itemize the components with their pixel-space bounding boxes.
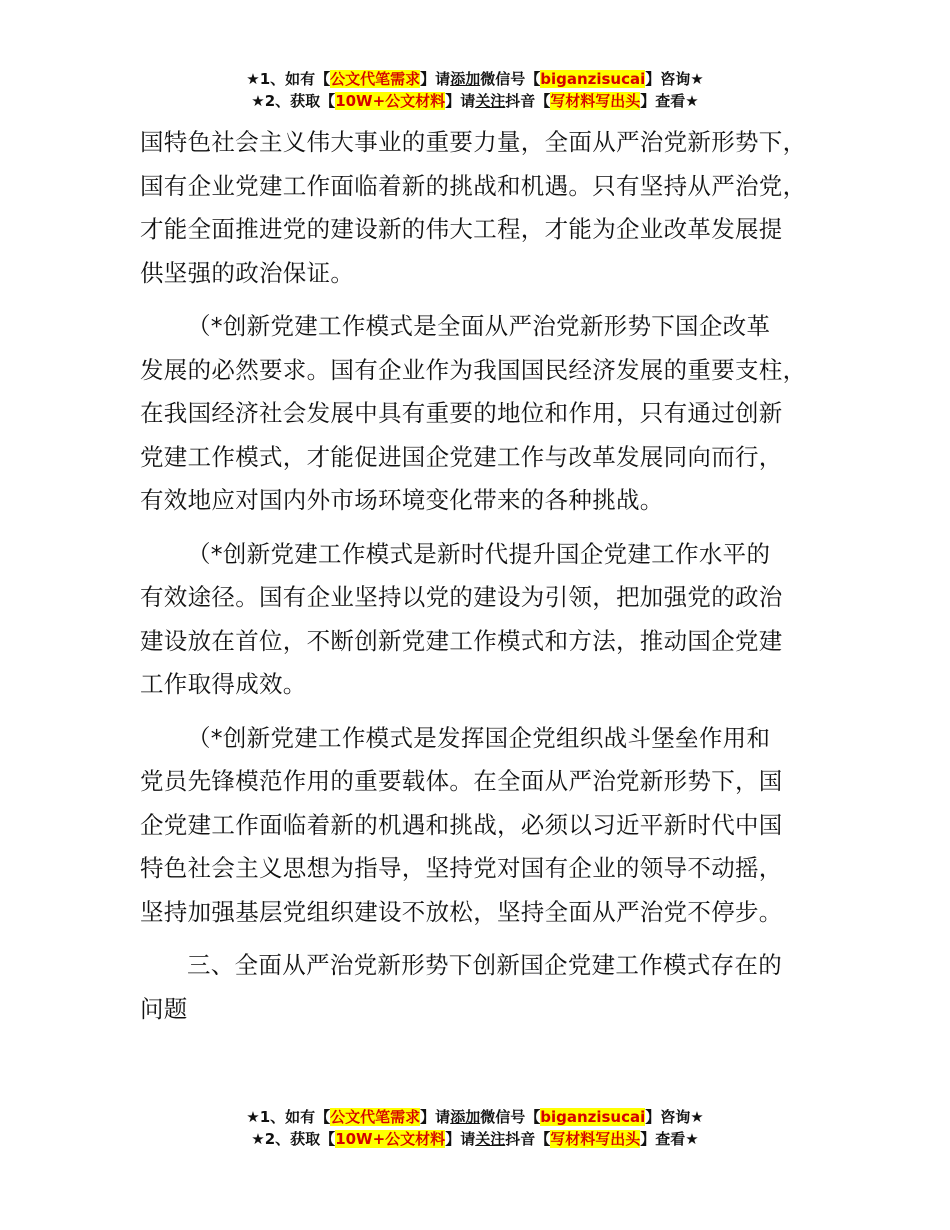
text-line: 建设放在首位，不断创新党建工作模式和方法，推动国企党建 <box>140 626 783 655</box>
banner-text: 抖音【 <box>505 1130 551 1148</box>
footer-banner-line-1 <box>0 1106 950 1128</box>
text-line: 有效地应对国内外市场环境变化带来的各种挑战。 <box>140 486 664 514</box>
banner-highlight: 写材料写出头 <box>550 92 641 110</box>
text-line: 企党建工作面临着新的机遇和挑战，必须以习近平新时代中国 <box>140 810 783 839</box>
paragraph-3 <box>140 533 840 707</box>
text-line: 特色社会主义思想为指导，坚持党对国有企业的领导不动摇， <box>140 854 783 882</box>
text-line: 党建工作模式，才能促进国企党建工作与改革发展同向而行， <box>140 442 783 471</box>
header-banner <box>0 68 950 112</box>
text-line: 工作取得成效。 <box>140 670 307 698</box>
text-line: 党员先锋模范作用的重要载体。在全面从严治党新形势下，国 <box>140 767 783 795</box>
banner-text: 】咨询★ <box>645 1108 704 1126</box>
text-line: （*创新党建工作模式是新时代提升国企党建工作水平的 <box>187 539 771 568</box>
text-line: 有效途径。国有企业坚持以党的建设为引领，把加强党的政治 <box>140 583 783 611</box>
paragraph-4 <box>140 717 840 935</box>
banner-underlined-text: 添加 <box>450 70 481 88</box>
banner-text: 】查看★ <box>640 1130 699 1148</box>
footer-banner <box>0 1106 950 1150</box>
banner-text: ★2、获取【 <box>251 1130 336 1148</box>
banner-text: 微信号【 <box>480 1108 541 1126</box>
banner-highlight: biganzisucai <box>540 1108 646 1126</box>
banner-highlight: 10W+公文材料 <box>335 92 446 110</box>
banner-highlight: 写材料写出头 <box>550 1130 641 1148</box>
text-line: 国有企业党建工作面临着新的挑战和机遇。只有坚持从严治党， <box>140 171 807 200</box>
banner-text: ★1、如有【 <box>246 70 331 88</box>
text-line: 在我国经济社会发展中具有重要的地位和作用，只有通过创新 <box>140 399 783 427</box>
banner-highlight: 10W+公文材料 <box>335 1130 446 1148</box>
heading-line: 问题 <box>140 994 188 1023</box>
banner-highlight: 公文代笔需求 <box>330 70 421 88</box>
banner-text: 抖音【 <box>505 92 551 110</box>
banner-underlined-text: 关注 <box>475 1130 506 1148</box>
banner-text: 】咨询★ <box>645 70 704 88</box>
banner-text: ★2、获取【 <box>251 92 336 110</box>
banner-text: 微信号【 <box>480 70 541 88</box>
text-line: （*创新党建工作模式是发挥国企党组织战斗堡垒作用和 <box>187 723 771 752</box>
text-line: 国特色社会主义伟大事业的重要力量，全面从严治党新形势下， <box>140 128 807 156</box>
paragraph-1 <box>140 121 840 295</box>
banner-text: 】请 <box>445 1130 476 1148</box>
section-heading <box>140 944 840 1031</box>
footer-banner-line-2 <box>0 1128 950 1150</box>
header-banner-line-2 <box>0 90 950 112</box>
banner-text: 】请 <box>445 92 476 110</box>
text-line: 坚持加强基层党组织建设不放松，坚持全面从严治党不停步。 <box>140 897 783 926</box>
text-line: 才能全面推进党的建设新的伟大工程，才能为企业改革发展提 <box>140 215 783 243</box>
text-line: （*创新党建工作模式是全面从严治党新形势下国企改革 <box>187 312 771 340</box>
banner-underlined-text: 关注 <box>475 92 506 110</box>
paragraph-2 <box>140 305 840 523</box>
banner-text: 】请 <box>420 70 451 88</box>
banner-highlight: 公文代笔需求 <box>330 1108 421 1126</box>
header-banner-line-1 <box>0 68 950 90</box>
banner-text: 】查看★ <box>640 92 699 110</box>
banner-text: 】请 <box>420 1108 451 1126</box>
banner-text: ★1、如有【 <box>246 1108 331 1126</box>
text-line: 供坚强的政治保证。 <box>140 258 355 287</box>
heading-line: 三、全面从严治党新形势下创新国企党建工作模式存在的 <box>187 951 782 979</box>
banner-underlined-text: 添加 <box>450 1108 481 1126</box>
banner-highlight: biganzisucai <box>540 70 646 88</box>
text-line: 发展的必然要求。国有企业作为我国国民经济发展的重要支柱， <box>140 355 807 384</box>
document-body <box>140 121 840 1041</box>
